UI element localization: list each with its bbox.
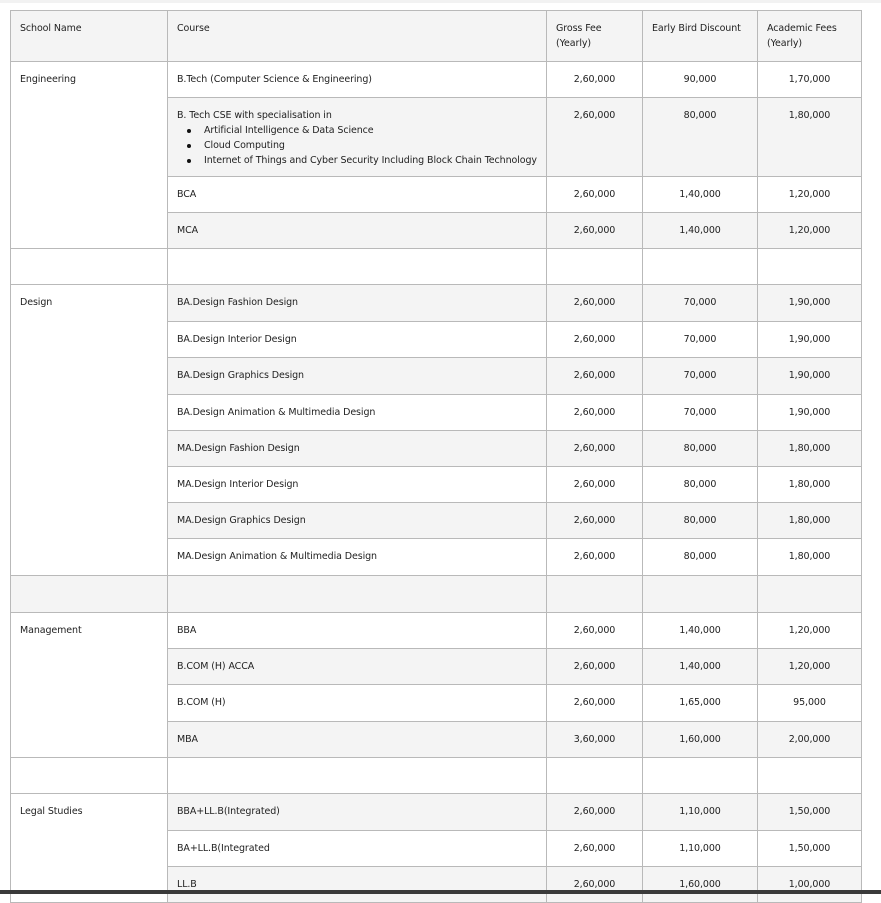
discount-cell: 1,40,000 (643, 649, 758, 685)
discount-cell: 70,000 (643, 285, 758, 322)
academic-fee-cell: 1,20,000 (758, 213, 862, 249)
gross-fee-cell: 2,60,000 (547, 794, 643, 831)
gross-fee-cell: 2,60,000 (547, 503, 643, 539)
academic-fee-cell: 1,90,000 (758, 395, 862, 431)
discount-cell: 1,65,000 (643, 685, 758, 722)
header-school-name: School Name (11, 11, 168, 62)
course-cell: BA.Design Animation & Multimedia Design (168, 395, 547, 431)
top-rule (0, 0, 881, 3)
discount-cell: 80,000 (643, 503, 758, 539)
header-academic-line1: Academic Fees (767, 23, 837, 34)
academic-fee-cell: 1,90,000 (758, 358, 862, 395)
discount-cell: 1,60,000 (643, 722, 758, 758)
course-cell: BA.Design Fashion Design (168, 285, 547, 322)
course-cell: MCA (168, 213, 547, 249)
spacer-row (11, 576, 862, 613)
gross-fee-cell: 2,60,000 (547, 539, 643, 576)
specialisation-list (177, 123, 537, 168)
discount-cell: 1,10,000 (643, 831, 758, 867)
header-academic-fees (758, 11, 862, 62)
academic-fee-cell: 1,80,000 (758, 98, 862, 177)
academic-fee-cell: 1,80,000 (758, 431, 862, 467)
gross-fee-cell: 2,60,000 (547, 649, 643, 685)
academic-fee-cell: 1,80,000 (758, 539, 862, 576)
discount-cell: 70,000 (643, 322, 758, 358)
course-cell: BA.Design Graphics Design (168, 358, 547, 395)
course-cell: B.COM (H) (168, 685, 547, 722)
course-cell: MA.Design Fashion Design (168, 431, 547, 467)
gross-fee-cell: 2,60,000 (547, 98, 643, 177)
discount-cell: 80,000 (643, 467, 758, 503)
gross-fee-cell: 2,60,000 (547, 467, 643, 503)
gross-fee-cell: 3,60,000 (547, 722, 643, 758)
academic-fee-cell: 1,90,000 (758, 285, 862, 322)
school-management: Management (11, 613, 168, 758)
spacer-row (11, 758, 862, 794)
header-gross-fee-line1: Gross Fee (556, 23, 602, 34)
discount-cell: 80,000 (643, 431, 758, 467)
course-cell: B.COM (H) ACCA (168, 649, 547, 685)
course-cell: MA.Design Graphics Design (168, 503, 547, 539)
header-row (11, 11, 862, 62)
school-engineering: Engineering (11, 62, 168, 249)
course-cell: BBA (168, 613, 547, 649)
list-item: Internet of Things and Cyber Security Including Block Chain Technology (194, 153, 537, 168)
academic-fee-cell: 1,70,000 (758, 62, 862, 98)
academic-fee-cell: 1,80,000 (758, 503, 862, 539)
header-gross-fee (547, 11, 643, 62)
discount-cell: 70,000 (643, 358, 758, 395)
list-item: Cloud Computing (194, 138, 537, 153)
academic-fee-cell: 2,00,000 (758, 722, 862, 758)
header-course: Course (168, 11, 547, 62)
gross-fee-cell: 2,60,000 (547, 177, 643, 213)
header-academic-line2: (Yearly) (767, 38, 802, 49)
academic-fee-cell: 1,80,000 (758, 467, 862, 503)
gross-fee-cell: 2,60,000 (547, 285, 643, 322)
bottom-edge-bar (0, 890, 881, 894)
table-row (11, 794, 862, 831)
course-cell: BA.Design Interior Design (168, 322, 547, 358)
course-cell: BBA+LL.B(Integrated) (168, 794, 547, 831)
academic-fee-cell: 1,00,000 (758, 867, 862, 903)
academic-fee-cell: 95,000 (758, 685, 862, 722)
academic-fee-cell: 1,20,000 (758, 649, 862, 685)
gross-fee-cell: 2,60,000 (547, 213, 643, 249)
discount-cell: 80,000 (643, 98, 758, 177)
course-cell: BCA (168, 177, 547, 213)
table-row (11, 62, 862, 98)
list-item: Artificial Intelligence & Data Science (194, 123, 537, 138)
course-cell: MBA (168, 722, 547, 758)
gross-fee-cell: 2,60,000 (547, 395, 643, 431)
gross-fee-cell: 2,60,000 (547, 431, 643, 467)
school-design: Design (11, 285, 168, 576)
discount-cell: 1,40,000 (643, 177, 758, 213)
header-early-bird: Early Bird Discount (643, 11, 758, 62)
course-cell: LL.B (168, 867, 547, 903)
gross-fee-cell: 2,60,000 (547, 358, 643, 395)
school-legal-studies: Legal Studies (11, 794, 168, 903)
discount-cell: 80,000 (643, 539, 758, 576)
course-cell: MA.Design Interior Design (168, 467, 547, 503)
course-cell (168, 98, 547, 177)
gross-fee-cell: 2,60,000 (547, 322, 643, 358)
table-row (11, 613, 862, 649)
discount-cell: 1,40,000 (643, 213, 758, 249)
academic-fee-cell: 1,50,000 (758, 831, 862, 867)
gross-fee-cell: 2,60,000 (547, 867, 643, 903)
discount-cell: 1,60,000 (643, 867, 758, 903)
discount-cell: 1,40,000 (643, 613, 758, 649)
academic-fee-cell: 1,90,000 (758, 322, 862, 358)
table-row (11, 285, 862, 322)
discount-cell: 70,000 (643, 395, 758, 431)
course-cell: B.Tech (Computer Science & Engineering) (168, 62, 547, 98)
gross-fee-cell: 2,60,000 (547, 613, 643, 649)
course-title: B. Tech CSE with specialisation in (177, 110, 332, 121)
discount-cell: 1,10,000 (643, 794, 758, 831)
gross-fee-cell: 2,60,000 (547, 62, 643, 98)
academic-fee-cell: 1,20,000 (758, 177, 862, 213)
spacer-row (11, 249, 862, 285)
discount-cell: 90,000 (643, 62, 758, 98)
course-cell: BA+LL.B(Integrated (168, 831, 547, 867)
gross-fee-cell: 2,60,000 (547, 831, 643, 867)
course-cell: MA.Design Animation & Multimedia Design (168, 539, 547, 576)
gross-fee-cell: 2,60,000 (547, 685, 643, 722)
academic-fee-cell: 1,20,000 (758, 613, 862, 649)
header-gross-fee-line2: (Yearly) (556, 38, 591, 49)
academic-fee-cell: 1,50,000 (758, 794, 862, 831)
fee-table (10, 10, 862, 903)
